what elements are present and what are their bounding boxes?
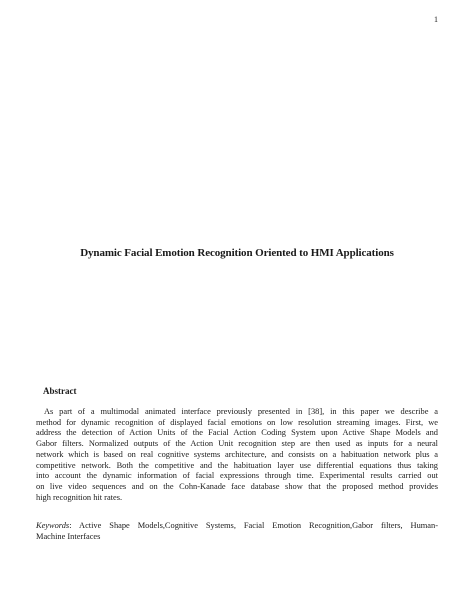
paper-title: Dynamic Facial Emotion Recognition Oriented to HMI Applications	[80, 247, 394, 259]
abstract-line: network which is based on real cognitive systems architecture, and consists on a habituation network plus a	[36, 449, 438, 459]
abstract-body	[36, 407, 438, 503]
keywords-line: Keywords: Active Shape Models,Cognitive Systems, Facial Emotion Recognition,Gabor filters, Human-	[36, 521, 438, 530]
abstract-line: on live video sequences and on the Cohn-Kanade face database show that the proposed method provides	[36, 481, 438, 491]
abstract-line: high recognition hit rates.	[36, 492, 123, 502]
abstract-line: Gabor filters. Normalized outputs of the Action Unit recognition step are then used as inputs for a neural	[36, 439, 438, 449]
abstract-line: method for dynamic recognition of displayed facial emotions on low resolution streaming images. First, we	[36, 417, 438, 427]
abstract-line: competitive network. Both the competitive and the habituation layer use differential equations thus taking	[36, 460, 438, 470]
keywords	[36, 520, 438, 542]
keywords-label: Keywords	[36, 521, 70, 530]
abstract-line: As part of a multimodal animated interface previously presented in [38], in this paper we describe a	[44, 407, 438, 416]
page-number: 1	[434, 15, 438, 24]
abstract-line: address the detection of Action Units of the Facial Action Coding System upon Active Shape Models and	[36, 428, 438, 438]
abstract-heading: Abstract	[43, 386, 77, 396]
keywords-line-continued: Machine Interfaces	[36, 532, 101, 541]
abstract-line: into account the dynamic information of facial expressions through time. Experimental results carried out	[36, 471, 438, 481]
keywords-text: Active Shape Models,Cognitive Systems, Facial Emotion Recognition,Gabor filters, Human-	[79, 521, 438, 530]
